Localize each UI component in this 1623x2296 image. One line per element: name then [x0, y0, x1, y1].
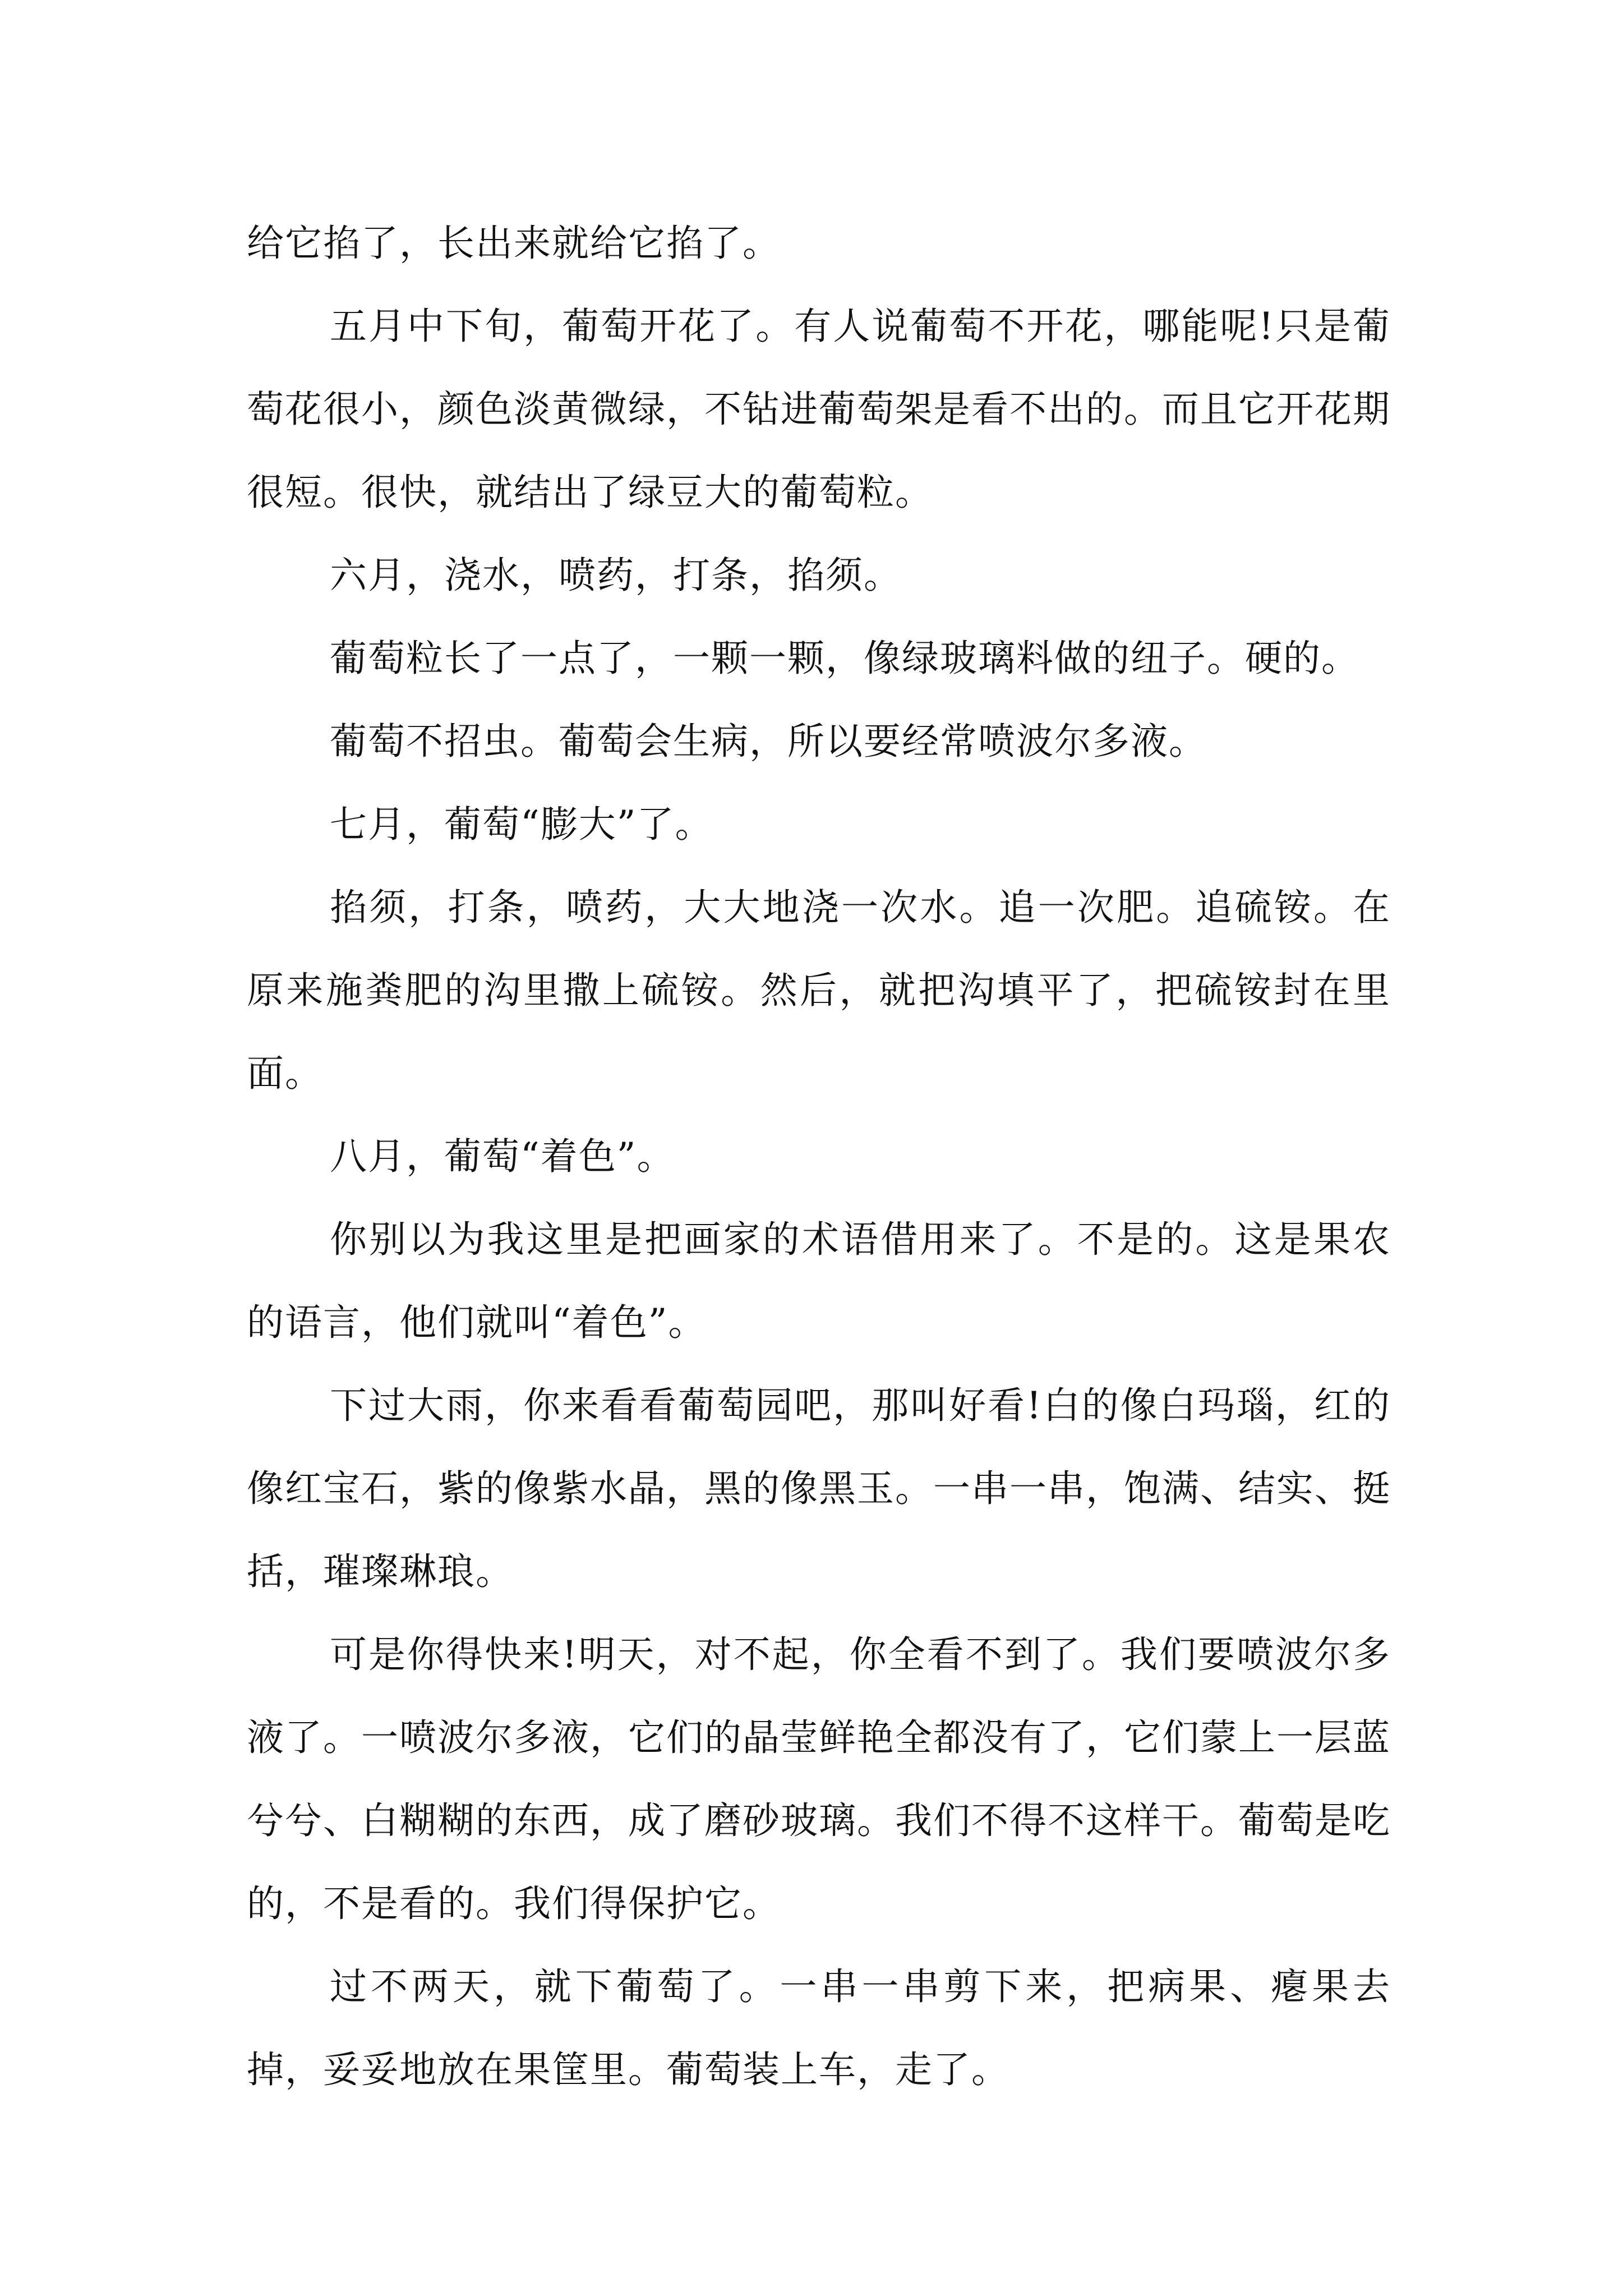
paragraph: 五月中下旬，葡萄开花了。有人说葡萄不开花，哪能呢!只是葡萄花很小，颜色淡黄微绿，不钻进葡萄架是看不出的。而且它开花期很短。很快，就结出了绿豆大的葡萄粒。: [247, 305, 1391, 514]
paragraph: 掐须，打条，喷药，大大地浇一次水。追一次肥。追硫铵。在原来施粪肥的沟里撒上硫铵。然后，就把沟填平了，把硫铵封在里面。: [247, 886, 1391, 1095]
paragraph: 可是你得快来!明天，对不起，你全看不到了。我们要喷波尔多液了。一喷波尔多液，它们的晶莹鲜艳全都没有了，它们蒙上一层蓝兮兮、白糊糊的东西，成了磨砂玻璃。我们不得不这样干。葡萄是吃的，不是看的。我们得保护它。: [247, 1633, 1391, 1925]
paragraph: 过不两天，就下葡萄了。一串一串剪下来，把病果、瘪果去掉，妥妥地放在果筐里。葡萄装上车，走了。: [247, 1965, 1391, 2091]
paragraph: 下过大雨，你来看看葡萄园吧，那叫好看!白的像白玛瑙，红的像红宝石，紫的像紫水晶，黑的像黑玉。一串一串，饱满、结实、挺括，璀璨琳琅。: [247, 1384, 1391, 1593]
paragraph: 七月，葡萄“膨大”了。: [330, 803, 713, 846]
document-body: [247, 202, 1391, 2111]
paragraph: 六月，浇水，喷药，打条，掐须。: [330, 554, 902, 597]
paragraph: 葡萄粒长了一点了，一颗一颗，像绿玻璃料做的纽子。硬的。: [330, 637, 1359, 680]
paragraph: 葡萄不招虫。葡萄会生病，所以要经常喷波尔多液。: [330, 720, 1207, 763]
paragraph: 你别以为我这里是把画家的术语借用来了。不是的。这是果农的语言，他们就叫“着色”。: [247, 1218, 1391, 1344]
paragraph-continuation: 给它掐了，长出来就给它掐了。: [247, 222, 781, 265]
paragraph: 八月，葡萄“着色”。: [330, 1135, 675, 1178]
